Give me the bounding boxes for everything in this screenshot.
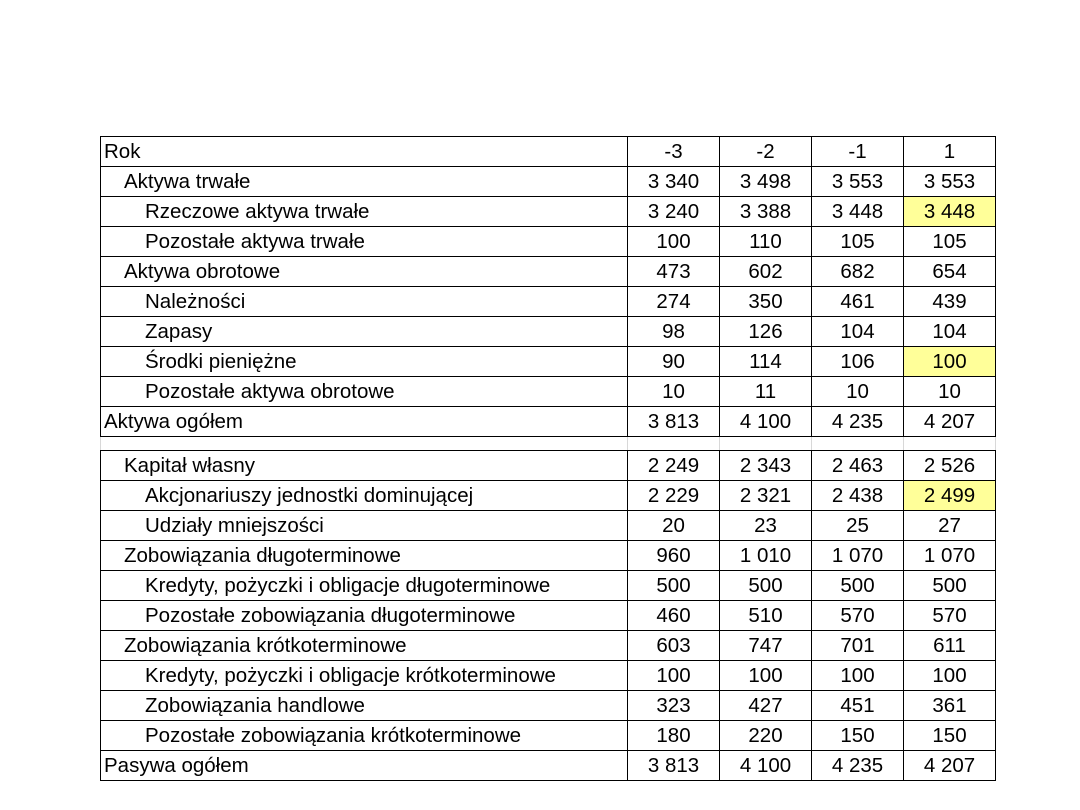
balance-sheet-body xyxy=(101,137,996,781)
value-cell: 10 xyxy=(904,377,996,407)
liability-row xyxy=(101,481,996,511)
row-label: Pozostałe zobowiązania krótkoterminowe xyxy=(101,721,628,751)
value-cell: 4 235 xyxy=(812,751,904,781)
liability-row xyxy=(101,601,996,631)
value-cell: 654 xyxy=(904,257,996,287)
value-cell: 220 xyxy=(720,721,812,751)
value-cell: 2 249 xyxy=(628,451,720,481)
asset-row xyxy=(101,377,996,407)
value-cell: 105 xyxy=(904,227,996,257)
value-cell: 100 xyxy=(628,227,720,257)
row-label: Aktywa obrotowe xyxy=(101,257,628,287)
value-cell: 126 xyxy=(720,317,812,347)
row-label: Środki pieniężne xyxy=(101,347,628,377)
value-cell: 682 xyxy=(812,257,904,287)
row-label: Pozostałe aktywa obrotowe xyxy=(101,377,628,407)
value-cell: 960 xyxy=(628,541,720,571)
spacer-cell xyxy=(628,437,720,451)
value-cell: 106 xyxy=(812,347,904,377)
value-cell: 110 xyxy=(720,227,812,257)
value-cell: 11 xyxy=(720,377,812,407)
row-label: Akcjonariuszy jednostki dominującej xyxy=(101,481,628,511)
row-label: Pozostałe zobowiązania długoterminowe xyxy=(101,601,628,631)
header-row xyxy=(101,137,996,167)
value-cell: 3 448 xyxy=(812,197,904,227)
balance-sheet-table xyxy=(100,136,996,781)
spacer-cell xyxy=(720,437,812,451)
value-cell: 27 xyxy=(904,511,996,541)
value-cell: 500 xyxy=(904,571,996,601)
value-cell: 10 xyxy=(628,377,720,407)
asset-row xyxy=(101,347,996,377)
value-cell: 1 070 xyxy=(812,541,904,571)
header-year: 1 xyxy=(904,137,996,167)
row-label: Aktywa ogółem xyxy=(101,407,628,437)
liability-row xyxy=(101,571,996,601)
row-label: Kredyty, pożyczki i obligacje długoterminowe xyxy=(101,571,628,601)
value-cell: 100 xyxy=(904,661,996,691)
asset-row xyxy=(101,317,996,347)
liability-row xyxy=(101,511,996,541)
row-label: Pasywa ogółem xyxy=(101,751,628,781)
spacer-cell xyxy=(101,437,628,451)
value-cell: 4 235 xyxy=(812,407,904,437)
value-cell: 114 xyxy=(720,347,812,377)
value-cell: 500 xyxy=(812,571,904,601)
row-label: Zobowiązania długoterminowe xyxy=(101,541,628,571)
liability-row xyxy=(101,751,996,781)
value-cell: 100 xyxy=(720,661,812,691)
value-cell: 20 xyxy=(628,511,720,541)
value-cell: 3 340 xyxy=(628,167,720,197)
asset-row xyxy=(101,197,996,227)
value-cell: 500 xyxy=(720,571,812,601)
value-cell: 473 xyxy=(628,257,720,287)
spacer-cell xyxy=(904,437,996,451)
value-cell: 3 813 xyxy=(628,751,720,781)
value-cell: 500 xyxy=(628,571,720,601)
value-cell: 510 xyxy=(720,601,812,631)
value-cell: 611 xyxy=(904,631,996,661)
header-year: -3 xyxy=(628,137,720,167)
liability-row xyxy=(101,541,996,571)
value-cell: 2 463 xyxy=(812,451,904,481)
value-cell: 2 343 xyxy=(720,451,812,481)
value-cell: 2 229 xyxy=(628,481,720,511)
value-cell: 150 xyxy=(812,721,904,751)
highlighted-value-cell: 3 448 xyxy=(904,197,996,227)
value-cell: 570 xyxy=(812,601,904,631)
value-cell: 104 xyxy=(904,317,996,347)
row-label: Zapasy xyxy=(101,317,628,347)
value-cell: 701 xyxy=(812,631,904,661)
row-label: Rzeczowe aktywa trwałe xyxy=(101,197,628,227)
value-cell: 4 100 xyxy=(720,751,812,781)
value-cell: 427 xyxy=(720,691,812,721)
liability-row xyxy=(101,691,996,721)
section-spacer xyxy=(101,437,996,451)
value-cell: 460 xyxy=(628,601,720,631)
header-year: -1 xyxy=(812,137,904,167)
value-cell: 451 xyxy=(812,691,904,721)
value-cell: 150 xyxy=(904,721,996,751)
highlighted-value-cell: 2 499 xyxy=(904,481,996,511)
liability-row xyxy=(101,451,996,481)
value-cell: 603 xyxy=(628,631,720,661)
value-cell: 23 xyxy=(720,511,812,541)
value-cell: 439 xyxy=(904,287,996,317)
value-cell: 104 xyxy=(812,317,904,347)
row-label: Udziały mniejszości xyxy=(101,511,628,541)
row-label: Zobowiązania krótkoterminowe xyxy=(101,631,628,661)
value-cell: 98 xyxy=(628,317,720,347)
value-cell: 2 526 xyxy=(904,451,996,481)
value-cell: 25 xyxy=(812,511,904,541)
value-cell: 3 553 xyxy=(812,167,904,197)
value-cell: 3 813 xyxy=(628,407,720,437)
value-cell: 1 010 xyxy=(720,541,812,571)
row-label: Aktywa trwałe xyxy=(101,167,628,197)
row-label: Należności xyxy=(101,287,628,317)
value-cell: 1 070 xyxy=(904,541,996,571)
value-cell: 3 240 xyxy=(628,197,720,227)
liability-row xyxy=(101,661,996,691)
header-label: Rok xyxy=(101,137,628,167)
value-cell: 361 xyxy=(904,691,996,721)
value-cell: 323 xyxy=(628,691,720,721)
value-cell: 3 388 xyxy=(720,197,812,227)
row-label: Kredyty, pożyczki i obligacje krótkoterminowe xyxy=(101,661,628,691)
liability-row xyxy=(101,631,996,661)
row-label: Kapitał własny xyxy=(101,451,628,481)
value-cell: 3 553 xyxy=(904,167,996,197)
asset-row xyxy=(101,407,996,437)
row-label: Zobowiązania handlowe xyxy=(101,691,628,721)
value-cell: 2 321 xyxy=(720,481,812,511)
asset-row xyxy=(101,287,996,317)
value-cell: 570 xyxy=(904,601,996,631)
value-cell: 350 xyxy=(720,287,812,317)
asset-row xyxy=(101,167,996,197)
value-cell: 4 207 xyxy=(904,751,996,781)
value-cell: 747 xyxy=(720,631,812,661)
value-cell: 274 xyxy=(628,287,720,317)
highlighted-value-cell: 100 xyxy=(904,347,996,377)
value-cell: 3 498 xyxy=(720,167,812,197)
value-cell: 90 xyxy=(628,347,720,377)
value-cell: 461 xyxy=(812,287,904,317)
value-cell: 105 xyxy=(812,227,904,257)
header-year: -2 xyxy=(720,137,812,167)
value-cell: 100 xyxy=(628,661,720,691)
asset-row xyxy=(101,257,996,287)
value-cell: 180 xyxy=(628,721,720,751)
value-cell: 4 100 xyxy=(720,407,812,437)
liability-row xyxy=(101,721,996,751)
asset-row xyxy=(101,227,996,257)
row-label: Pozostałe aktywa trwałe xyxy=(101,227,628,257)
spacer-cell xyxy=(812,437,904,451)
value-cell: 2 438 xyxy=(812,481,904,511)
value-cell: 602 xyxy=(720,257,812,287)
value-cell: 10 xyxy=(812,377,904,407)
value-cell: 100 xyxy=(812,661,904,691)
value-cell: 4 207 xyxy=(904,407,996,437)
